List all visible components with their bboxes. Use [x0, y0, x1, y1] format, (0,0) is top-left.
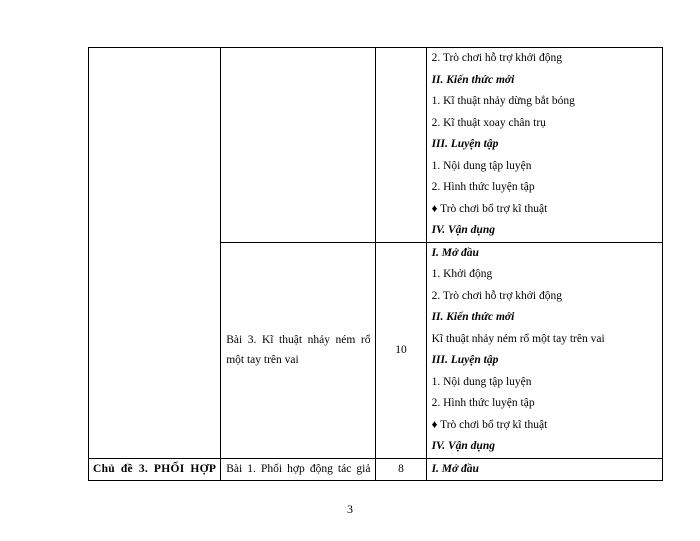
content-line: 2. Trò chơi hỗ trợ khởi động [431, 52, 562, 64]
periods-cell: 10 [376, 242, 426, 458]
periods-cell: 8 [376, 458, 426, 481]
lesson-title: Bài 1. Phối hợp động tác giả [226, 462, 371, 475]
section-heading: II. Kiến thức mới [431, 73, 515, 86]
content-line: 2. Hình thức luyện tập [431, 397, 535, 409]
section-heading: I. Mở đầu [431, 462, 479, 475]
table-row [89, 458, 663, 481]
content-line: ♦ Trò chơi bổ trợ kĩ thuật [431, 202, 548, 215]
topic-cell [89, 48, 221, 459]
section-heading: III. Luyện tập [431, 354, 499, 366]
lesson-cell [221, 48, 376, 243]
content-line: 2. Trò chơi hỗ trợ khởi động [431, 289, 562, 302]
content-line: ♦ Trò chơi bổ trợ kĩ thuật [431, 418, 548, 431]
content-line: 1. Nội dung tập luyện [431, 375, 532, 388]
content-line: 1. Kĩ thuật nhảy dừng bắt bóng [431, 95, 575, 107]
content-cell [426, 242, 662, 458]
section-heading: IV. Vận dụng [431, 440, 495, 452]
topic-title: Chủ đề 3. PHỐI HỢP [93, 462, 217, 475]
content-line: 2. Hình thức luyện tập [431, 181, 535, 193]
page-number: 3 [347, 502, 353, 516]
section-heading: II. Kiến thức mới [431, 311, 515, 323]
section-heading: IV. Vận dụng [431, 224, 495, 236]
lesson-title: Bài 3. Kĩ thuật nhảy ném rổ một tay trên vai [226, 334, 371, 366]
content-line: Kĩ thuật nhảy ném rổ một tay trên vai [431, 332, 605, 345]
periods-cell [376, 48, 426, 243]
topic-cell [89, 458, 221, 481]
curriculum-table [88, 47, 663, 481]
content-cell [426, 458, 662, 481]
content-line: 2. Kĩ thuật xoay chân trụ [431, 116, 546, 129]
section-heading: I. Mở đầu [431, 246, 479, 259]
content-cell [426, 48, 662, 243]
content-line: 1. Khởi động [431, 268, 493, 280]
section-heading: III. Luyện tập [431, 138, 499, 150]
lesson-cell [221, 242, 376, 458]
table-row [89, 48, 663, 243]
content-line: 1. Nội dung tập luyện [431, 159, 532, 172]
lesson-cell [221, 458, 376, 481]
